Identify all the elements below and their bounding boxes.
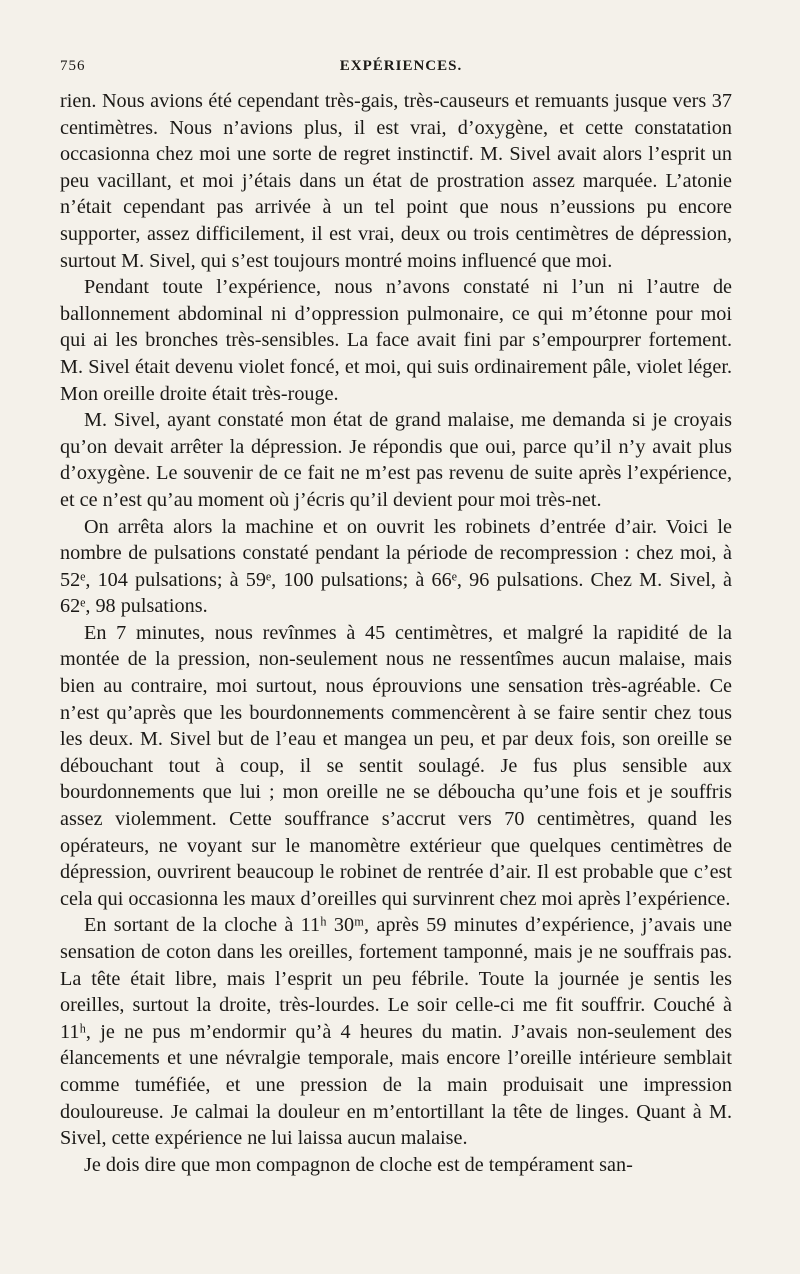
body-text: [60, 88, 732, 1178]
paragraph: rien. Nous avions été cependant très-gais, très-causeurs et remuants jusque vers 37 centimètres. Nous n’avions plus, il est vrai, d’oxygène, et cette constatation occasionna chez moi une sorte de regret instinctif. M. Sivel avait alors l’esprit un peu vacillant, et moi j’étais dans un état de prostration assez marquée. L’atonie n’était cependant pas arrivée à un tel point que nous n’eussions pu encore supporter, assez difficilement, il est vrai, deux ou trois centimètres de dépression, surtout M. Sivel, qui s’est toujours montré moins influencé que moi.: [60, 90, 732, 272]
paragraph: Je dois dire que mon compagnon de cloche est de tempérament san-: [84, 1153, 633, 1176]
paragraph: On arrêta alors la machine et on ouvrit les robinets d’entrée d’air. Voici le nombre de pulsations constaté pendant la période de recompression : chez moi, à 52ᵉ, 104 pulsations; à 59ᵉ, 100 pulsations; à 66ᵉ, 96 pulsations. Chez M. Sivel, à 62ᵉ, 98 pulsations.: [60, 515, 732, 618]
page-number: 756: [60, 58, 86, 74]
running-head: [60, 58, 742, 82]
paragraph: En 7 minutes, nous revînmes à 45 centimètres, et malgré la rapidité de la montée de la pression, non-seulement nous ne ressentîmes aucun malaise, mais bien au contraire, moi surtout, nous éprouvions une sensation très-agréable. Ce n’est qu’après que les bourdonnements commencèrent à se faire sentir chez tous les deux. M. Sivel but de l’eau et mangea un peu, et par deux fois, son oreille se débouchant tout à coup, il se sentit soulagé. Je fus plus sensible aux bourdonnements que lui ; mon oreille ne se déboucha qu’une fois et je souffris assez violemment. Cette souffrance s’accrut vers 70 centimètres, quand les opérateurs, ne voyant sur le manomètre extérieur que quelques centimètres de dépression, ouvrirent beaucoup le robinet de rentrée d’air. Il est probable que c’est cela qui occasionna les maux d’oreilles qui survinrent chez moi après l’expérience.: [60, 621, 732, 910]
paragraph: M. Sivel, ayant constaté mon état de grand malaise, me demanda si je croyais qu’on devait arrêter la dépression. Je répondis que oui, parce qu’il n’y avait plus d’oxygène. Le souvenir de ce fait ne m’est pas revenu de suite après l’expérience, et ce n’est qu’au moment où j’écris qu’il devient pour moi très-net.: [60, 409, 732, 511]
paragraph: En sortant de la cloche à 11ʰ 30ᵐ, après 59 minutes d’expérience, j’avais une sensation de coton dans les oreilles, fortement tamponné, mais je ne souffrais pas. La tête était libre, mais l’esprit un peu fébrile. Toute la journée je sentis les oreilles, surtout la droite, très-lourdes. Le soir celle-ci me fit souffrir. Couché à 11ʰ, je ne pus m’endormir qu’à 4 heures du matin. J’avais non-seulement des élancements et une névralgie temporale, mais encore l’oreille intérieure semblait comme tuméfiée, et une pression de la main produisait une impression douloureuse. Je calmai la douleur en m’entortillant la tête de linges. Quant à M. Sivel, cette expérience ne lui laissa aucun malaise.: [60, 914, 732, 1150]
running-title: EXPÉRIENCES.: [339, 58, 463, 74]
paragraph: Pendant toute l’expérience, nous n’avons constaté ni l’un ni l’autre de ballonnement abdominal ni d’oppression pulmonaire, ce qui m’étonne pour moi qui ai les bronches très-sensibles. La face avait fini par s’empourprer fortement. M. Sivel était devenu violet foncé, et moi, qui suis ordinairement pâle, violet léger. Mon oreille droite était très-rouge.: [60, 276, 732, 405]
